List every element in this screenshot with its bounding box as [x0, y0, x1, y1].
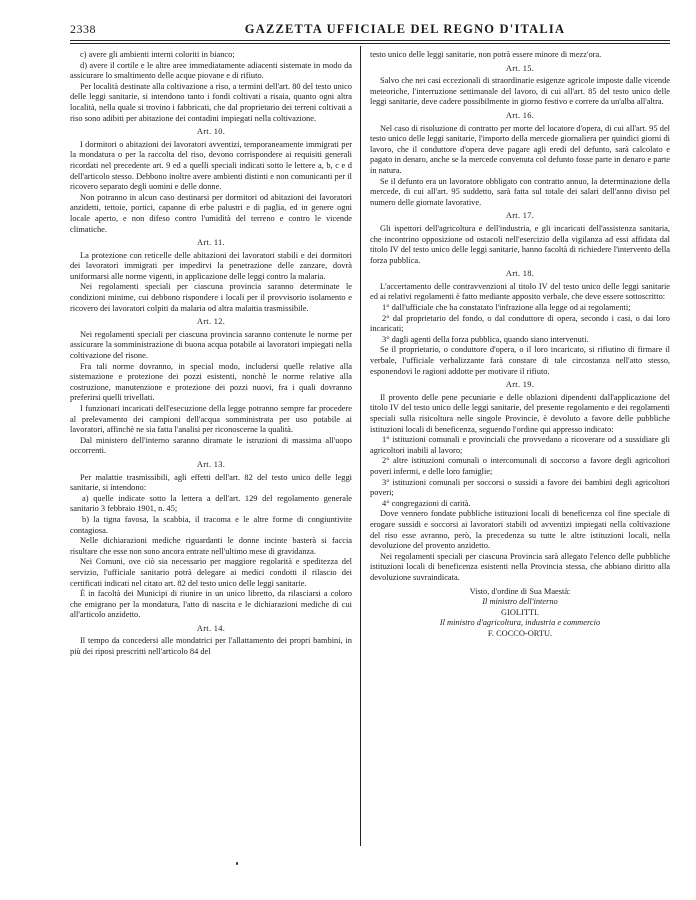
- signature-role: Il ministro d'agricoltura, industria e commercio: [439, 618, 601, 628]
- column-divider: [360, 46, 361, 846]
- paragraph: Nei regolamenti speciali per ciascuna provincia saranno contenute le norme per assicurare la somministrazione di buona acqua potabile ai lavoratori impiegati nella coltivazione del risone.: [70, 329, 352, 361]
- page-header: [70, 22, 670, 42]
- signature-name: GIOLITTI.: [501, 607, 539, 617]
- paragraph: L'accertamento delle contravvenzioni al titolo IV del testo unico delle leggi sanitarie ed ai relativi regolamenti è fatto mediante apposito verbale, che deve essere sottoscritto:: [370, 281, 670, 302]
- article-heading: Art. 19.: [505, 380, 535, 390]
- signature-role: Il ministro dell'interno: [482, 597, 558, 607]
- article-heading: Art. 11.: [197, 238, 225, 248]
- list-item: 1° dall'ufficiale che ha constatato l'infrazione alla legge od ai regolamenti;: [382, 303, 631, 313]
- paragraph: Dove vennero fondate pubbliche istituzioni locali di beneficenza col fine speciale di erogare sussidi e soccorsi ai lavoratori stabili od avventizi impiegati nella coltivazione del riso esse avranno, però, la precedenza su tutte le altre istituzioni locali, nella devoluzione del provento anzidetto.: [370, 509, 670, 551]
- list-item: 3° dagli agenti della forza pubblica, quando siano intervenuti.: [382, 334, 589, 344]
- page-number: 2338: [70, 22, 96, 36]
- paragraph: Se il defunto era un lavoratore obbligato con contratto annuo, la determinazione della mercede, di cui all'art. 95 suddetto, sarà fatta sul totale dei salari dell'anno diviso pel numero delle giornate lavorative.: [370, 176, 670, 207]
- list-item: 3° istituzioni comunali per soccorsi o sussidi a favore dei bambini degli agricoltori poveri;: [370, 477, 670, 498]
- article-heading: Art. 14.: [196, 623, 226, 633]
- list-item: a) quelle indicate sotto la lettera a dell'art. 129 del regolamento generale sanitario 3 febbraio 1901, n. 45;: [70, 493, 352, 514]
- paragraph: testo unico delle leggi sanitarie, non potrà essere minore di mezz'ora.: [370, 50, 602, 59]
- signature-intro: Visto, d'ordine di Sua Maestà:: [469, 586, 571, 596]
- paragraph: Salvo che nei casi eccezionali di straordinarie esigenze agricole imposte dalle vicende meteoriche, l'interruzione settimanale del lavoro, di cui all'art. 85 del testo unico delle leggi sanitarie, deve cadere possibilmente in giorno festivo e correre da un'alba all'altra.: [370, 76, 670, 107]
- paragraph: Nei regolamenti speciali per ciascuna Provincia sarà allegato l'elenco delle pubbliche istituzioni locali di beneficenza esistenti nella Provincia stessa, che abbiano diritto alla devoluzione suvraindicata.: [370, 551, 670, 582]
- paragraph: Gli ispettori dell'agricoltura e dell'industria, e gli incaricati dell'assistenza sanitaria, che incontrino opposizione od ostacoli nell'esercizio della vigilanza ad essi affidata dal titolo IV del testo unico delle leggi sanitarie, hanno facoltà di richiedere l'intervento della forza pubblica.: [370, 223, 670, 265]
- paragraph: È in facoltà dei Municipi di riunire in un unico libretto, da rilasciarsi a coloro che emigrano per la mondatura, l'atto di nascita e le dichiarazioni mediche di cui all'articolo anzidetto.: [70, 589, 352, 620]
- article-heading: Art. 10.: [196, 127, 226, 137]
- paragraph: Nei Comuni, ove ciò sia necessario per maggiore regolarità e speditezza del servizio, l'ufficiale sanitario potrà delegare ai medici condotti il rilascio dei certificati indicati nel citato art. 82 del testo unico delle leggi sanitarie.: [70, 557, 352, 588]
- paragraph: I dormitori o abitazioni dei lavoratori avventizi, temporaneamente immigrati per la mondatura o per la raccolta del riso, devono corrispondere ai requisiti generali ricordati nel precedente art. 9 ed a quelli speciali indicati sotto le lettere a, b, c e d dell'articolo stesso. Debbono inoltre avere ambienti distinti e non comunicanti per il ricovero separato degli uomini e delle donne.: [70, 139, 352, 192]
- paragraph: Per malattie trasmissibili, agli effetti dell'art. 82 del testo unico delle leggi sanitarie, si intendono:: [70, 472, 352, 493]
- list-item: 1° istituzioni comunali e provinciali che provvedano a ricoverare od a sussidiare gli agricoltori inabili al lavoro;: [370, 435, 670, 455]
- print-speck: [236, 862, 238, 865]
- paragraph: Nel caso di risoluzione di contratto per morte del locatore d'opera, di cui all'art. 95 del testo unico delle leggi sanitarie, l'importo della mercede giornaliera per quindici giorni di lavoro, che il conduttore d'opera deve pagare agli eredi del defunto, sarà calcolato e pagato in denaro, anche se la mercede convenuta col defunto fosse parte in denaro e parte in natura.: [370, 123, 670, 175]
- header-rule-bottom: [70, 43, 670, 44]
- signature-name: F. COCCO-ORTU.: [487, 628, 553, 638]
- paragraph: Per località destinate alla coltivazione a riso, a termini dell'art. 80 del testo unico delle leggi sanitarie, si intendono tanto i fondi coltivati a risaia, quanto ogni altra località, nella quale si trovino i fabbricati, che dal proprietario dei terreni coltivati a riso sono adibiti per abitazione dei contadini impiegati nella coltivazione.: [70, 81, 352, 123]
- list-item: b) la tigna favosa, la scabbia, il tracoma e le altre forme di congiuntivite contagiosa.: [70, 514, 352, 535]
- list-item: 2° altre istituzioni comunali o intercomunali di soccorso a favore degli agricoltori poveri infermi, e delle loro famiglie;: [370, 456, 670, 476]
- article-heading: Art. 15.: [505, 63, 535, 73]
- paragraph: Nelle dichiarazioni mediche riguardanti le donne incinte basterà si faccia risultare che esse non sono ancora entrate nell'ultimo mese di gravidanza.: [70, 536, 352, 556]
- article-heading: Art. 13.: [196, 459, 226, 469]
- paragraph: Dal ministero dell'interno saranno diramate le istruzioni di massima all'uopo occorrenti.: [70, 435, 352, 456]
- list-item: 2° dal proprietario del fondo, o dal conduttore di opera, secondo i casi, o dai loro incaricati;: [370, 313, 670, 334]
- paragraph: Il tempo da concedersi alle mondatrici per l'allattamento dei propri bambini, in più dei riposi prescritti nell'articolo 84 del: [70, 636, 352, 657]
- left-column: [70, 50, 352, 658]
- paragraph: Fra tali norme dovranno, in special modo, includersi quelle relative alla sistemazione e protezione dei pozzi esistenti, nonchè le norme relative alla costruzione, manutenzione e protezione dei pozzi nuovi, fra i quali dovranno preferirsi quelli trivellati.: [70, 361, 352, 403]
- article-heading: Art. 17.: [505, 211, 535, 221]
- list-item: 4° congregazioni di carità.: [382, 498, 471, 508]
- article-heading: Art. 16.: [505, 110, 535, 120]
- gazette-title: GAZZETTA UFFICIALE DEL REGNO D'ITALIA: [244, 22, 566, 36]
- paragraph: Il provento delle pene pecuniarie e delle oblazioni dipendenti dall'applicazione del titolo IV del testo unico delle leggi sanitarie, del presente regolamento e dei regolamenti speciali sulla risicoltura nelle singole Provincie, è devoluto a favore delle pubbliche istituzioni locali di beneficenza, seguendo l'ordine qui appresso indicato:: [370, 392, 670, 434]
- paragraph: d) avere il cortile e le altre aree immediatamente adiacenti sistemate in modo da assicurare lo smaltimento delle acque piovane e di rifiuto.: [70, 60, 352, 81]
- paragraph: Nei regolamenti speciali per ciascuna provincia saranno determinate le condizioni minime, cui debbono rispondere i locali per il provvisorio isolamento e ricovero dei lavoratori colpiti da malaria od altra malattia trasmissibile.: [70, 282, 352, 313]
- paragraph: Se il proprietario, o conduttore d'opera, o il loro incaricato, si rifiutino di firmare il verbale, l'ufficiale verbalizzante farà constare di tale circostanza nell'atto stesso, esponendovi le ragioni addotte per motivare il rifiuto.: [370, 345, 670, 376]
- header-rule-top: [70, 40, 670, 41]
- paragraph: Non potranno in alcun caso destinarsi per dormitori od abitazioni dei lavoratori anzidetti, tettoie, portici, capanne di erbe palustri e di paglia, ed in genere ogni locale aperto, e non difeso contro l'umidità del terreno e contro le vicende climatiche.: [70, 192, 352, 234]
- article-heading: Art. 12.: [196, 317, 226, 327]
- paragraph: La protezione con reticelle delle abitazioni dei lavoratori stabili e dei dormitori dei lavoratori immigrati per impedirvi la penetrazione delle zanzare, dovrà uniformarsi alle norme vigenti, in applicazione delle leggi contro la malaria.: [70, 250, 352, 281]
- paragraph: I funzionari incaricati dell'esecuzione della legge potranno sempre far procedere al prelevamento dei campioni dell'acqua somministrata per uso potabile ai lavoratori, affinchè ne sia fatta l'analisi per riconoscerne la qualità.: [70, 404, 352, 435]
- article-heading: Art. 18.: [505, 269, 535, 279]
- paragraph: c) avere gli ambienti interni coloriti in bianco;: [80, 50, 235, 59]
- right-column: [370, 50, 670, 639]
